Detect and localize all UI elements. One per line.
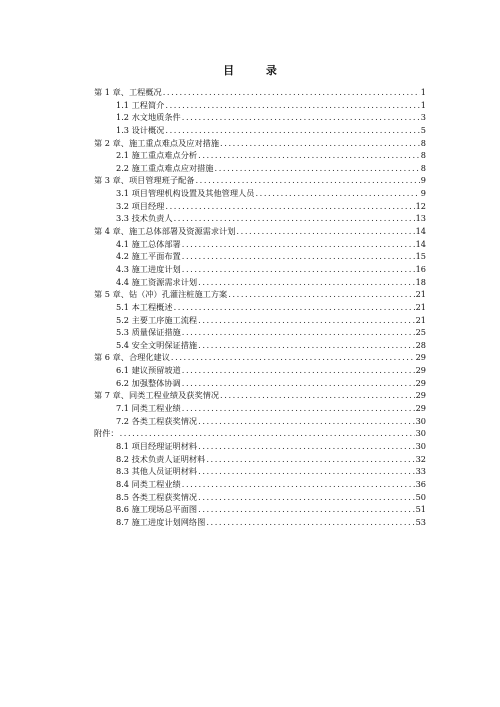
toc-dot-leader [206,516,414,529]
toc-entry-label: 7.2 各类工程获奖情况 [116,415,198,426]
toc-entry-label: 3.2 项目经理 [116,200,165,211]
toc-entry-label: 8.3 其他人员证明材料 [116,466,198,477]
toc-subentry[interactable] [94,212,426,225]
toc-dot-leader [198,465,414,478]
toc-subentry[interactable] [94,187,426,200]
toc-subentry[interactable] [94,364,426,377]
toc-entry-label: 1.2 水文地质条件 [116,112,181,123]
toc-entry-label: 8.7 施工进度计划网络图 [116,516,206,527]
toc-entry-label: 4.4 施工资源需求计划 [116,276,198,287]
toc-subentry[interactable] [94,124,426,137]
toc-page-number: 5 [420,124,426,135]
toc-page-number: 8 [420,137,426,148]
toc-entry[interactable] [94,174,426,187]
toc-page-number: 53 [415,516,426,527]
toc-title: 目 录 [223,64,291,77]
toc-subentry[interactable] [94,402,426,415]
toc-dot-leader [182,377,415,390]
toc-page-number: 30 [415,415,426,426]
toc-dot-leader [171,351,415,364]
toc-page-number: 1 [420,99,426,110]
toc-page-number: 1 [420,87,426,97]
toc-page-number: 29 [415,365,426,376]
toc-subentry[interactable] [94,99,426,112]
toc-page-number: 32 [415,453,426,464]
toc-subentry[interactable] [94,276,426,289]
toc-dot-leader [165,124,419,137]
toc-page-number: 50 [415,491,426,502]
toc-subentry[interactable] [94,200,426,213]
toc-entry-label: 4.3 施工进度计划 [116,263,181,274]
toc-dot-leader [182,402,415,415]
toc-subentry[interactable] [94,238,426,251]
toc-entry-label: 第 1 章、工程概况 [94,87,162,97]
toc-entry-label: 1.3 设计概况 [116,124,165,135]
toc-dot-leader [198,440,414,453]
toc-subentry[interactable] [94,339,426,352]
toc-subentry[interactable] [94,326,426,339]
toc-dot-leader [163,86,420,99]
toc-subentry[interactable] [94,478,426,491]
toc-dot-leader [174,301,415,314]
toc-subentry[interactable] [94,149,426,162]
toc-entry-label: 6.1 建议预留坡道 [116,365,181,376]
toc-subentry[interactable] [94,263,426,276]
toc-dot-leader [182,326,415,339]
toc-dot-leader [198,503,414,516]
toc-page-number: 28 [415,339,426,350]
toc-entry[interactable] [94,86,426,99]
toc-dot-leader [220,137,420,150]
toc-dot-leader [228,288,414,301]
toc-subentry[interactable] [94,465,426,478]
toc-subentry[interactable] [94,162,426,175]
toc-page-number: 21 [415,301,426,312]
toc-entry-label: 5.2 主要工序施工流程 [116,314,198,325]
toc-page-number: 16 [415,263,426,274]
toc-entry-label: 3.3 技术负责人 [116,213,173,224]
toc-dot-leader [215,162,420,175]
toc-entry[interactable] [94,389,426,402]
toc-subentry[interactable] [94,377,426,390]
toc-dot-leader [198,276,414,289]
toc-page-number: 29 [415,390,426,401]
toc-entry-label: 6.2 加强整体协调 [116,377,181,388]
toc-page-number: 30 [415,440,426,451]
toc-dot-leader [195,174,419,187]
toc-entry-label: 第 3 章、项目管理班子配备 [94,175,195,186]
toc-page-number: 9 [420,188,426,199]
toc-page-number: 18 [415,276,426,287]
toc-subentry[interactable] [94,503,426,516]
toc-subentry[interactable] [94,250,426,263]
toc-page-number: 21 [415,289,426,300]
toc-page-number: 25 [415,327,426,338]
toc-dot-leader [182,263,415,276]
toc-entry-label: 第 5 章、钻（冲）孔灌注桩施工方案 [94,289,228,300]
toc-entry[interactable] [94,137,426,150]
toc-page-number: 13 [415,213,426,224]
toc-dot-leader [236,225,414,238]
toc-page-number: 12 [415,200,426,211]
toc-entry-label: 7.1 同类工程业绩 [116,403,181,414]
toc-entry[interactable] [94,288,426,301]
toc-dot-leader [165,99,419,112]
toc-entry-label: 第 2 章、施工重点难点及应对措施 [94,137,220,148]
toc-page-number: 8 [420,150,426,161]
toc-page-number: 29 [415,352,426,363]
toc-page-number: 36 [415,478,426,489]
toc-entry-label: 3.1 项目管理机构设置及其他管理人员 [116,188,255,199]
toc-dot-leader [198,339,414,352]
toc-entry-label: 2.1 施工重点难点分析 [116,150,198,161]
toc-page-number: 29 [415,377,426,388]
toc-entry-label: 1.1 工程简介 [116,99,165,110]
toc-dot-leader [165,200,414,213]
toc-page-number: 14 [415,238,426,249]
toc-entry-label: 8.1 项目经理证明材料 [116,440,198,451]
toc-entry-label: 8.4 同类工程业绩 [116,478,181,489]
toc-list [94,86,426,528]
toc-page-number: 8 [420,162,426,173]
toc-page-number: 9 [420,175,426,186]
toc-entry-label: 8.6 施工现场总平面图 [116,504,198,515]
toc-entry-label: 8.5 各类工程获奖情况 [116,491,198,502]
toc-subentry[interactable] [94,516,426,529]
toc-entry-label: 4.2 施工平面布置 [116,251,181,262]
toc-dot-leader [198,415,414,428]
toc-subentry[interactable] [94,301,426,314]
toc-page-number: 15 [415,251,426,262]
toc-entry-label: 4.1 施工总体部署 [116,238,181,249]
toc-subentry[interactable] [94,453,426,466]
toc-entry-label: 5.4 安全文明保证措施 [116,339,198,350]
toc-page-number: 21 [415,314,426,325]
toc-entry[interactable] [94,351,426,364]
toc-entry-label: 第 6 章、合理化建议 [94,352,170,363]
toc-dot-leader [198,149,420,162]
toc-page-number: 30 [415,428,426,439]
toc-page-number: 14 [415,226,426,237]
toc-dot-leader [120,427,415,440]
toc-page-number: 3 [420,112,426,123]
toc-subentry[interactable] [94,111,426,124]
toc-dot-leader [182,111,420,124]
toc-page-number: 33 [415,466,426,477]
toc-dot-leader [182,364,415,377]
toc-dot-leader [198,314,414,327]
toc-entry-label: 第 7 章、同类工程业绩及获奖情况 [94,390,220,401]
toc-subentry[interactable] [94,491,426,504]
toc-entry[interactable] [94,427,426,440]
toc-page-number: 51 [415,504,426,515]
toc-entry[interactable] [94,225,426,238]
toc-entry-label: 5.1 本工程概述 [116,301,173,312]
toc-dot-leader [182,238,415,251]
toc-dot-leader [198,491,414,504]
toc-dot-leader [255,187,419,200]
toc-dot-leader [174,212,415,225]
toc-entry-label: 第 4 章、施工总体部署及资源需求计划 [94,226,236,237]
toc-entry-label: 附件： [94,428,119,439]
toc-dot-leader [182,478,415,491]
toc-dot-leader [182,250,415,263]
toc-subentry[interactable] [94,440,426,453]
toc-entry-label: 8.2 技术负责人证明材料 [116,453,206,464]
toc-dot-leader [220,389,415,402]
toc-subentry[interactable] [94,415,426,428]
toc-page-number: 29 [415,403,426,414]
toc-dot-leader [206,453,414,466]
toc-subentry[interactable] [94,314,426,327]
toc-entry-label: 2.2 施工重点难点应对措施 [116,162,214,173]
toc-entry-label: 5.3 质量保证措施 [116,327,181,338]
